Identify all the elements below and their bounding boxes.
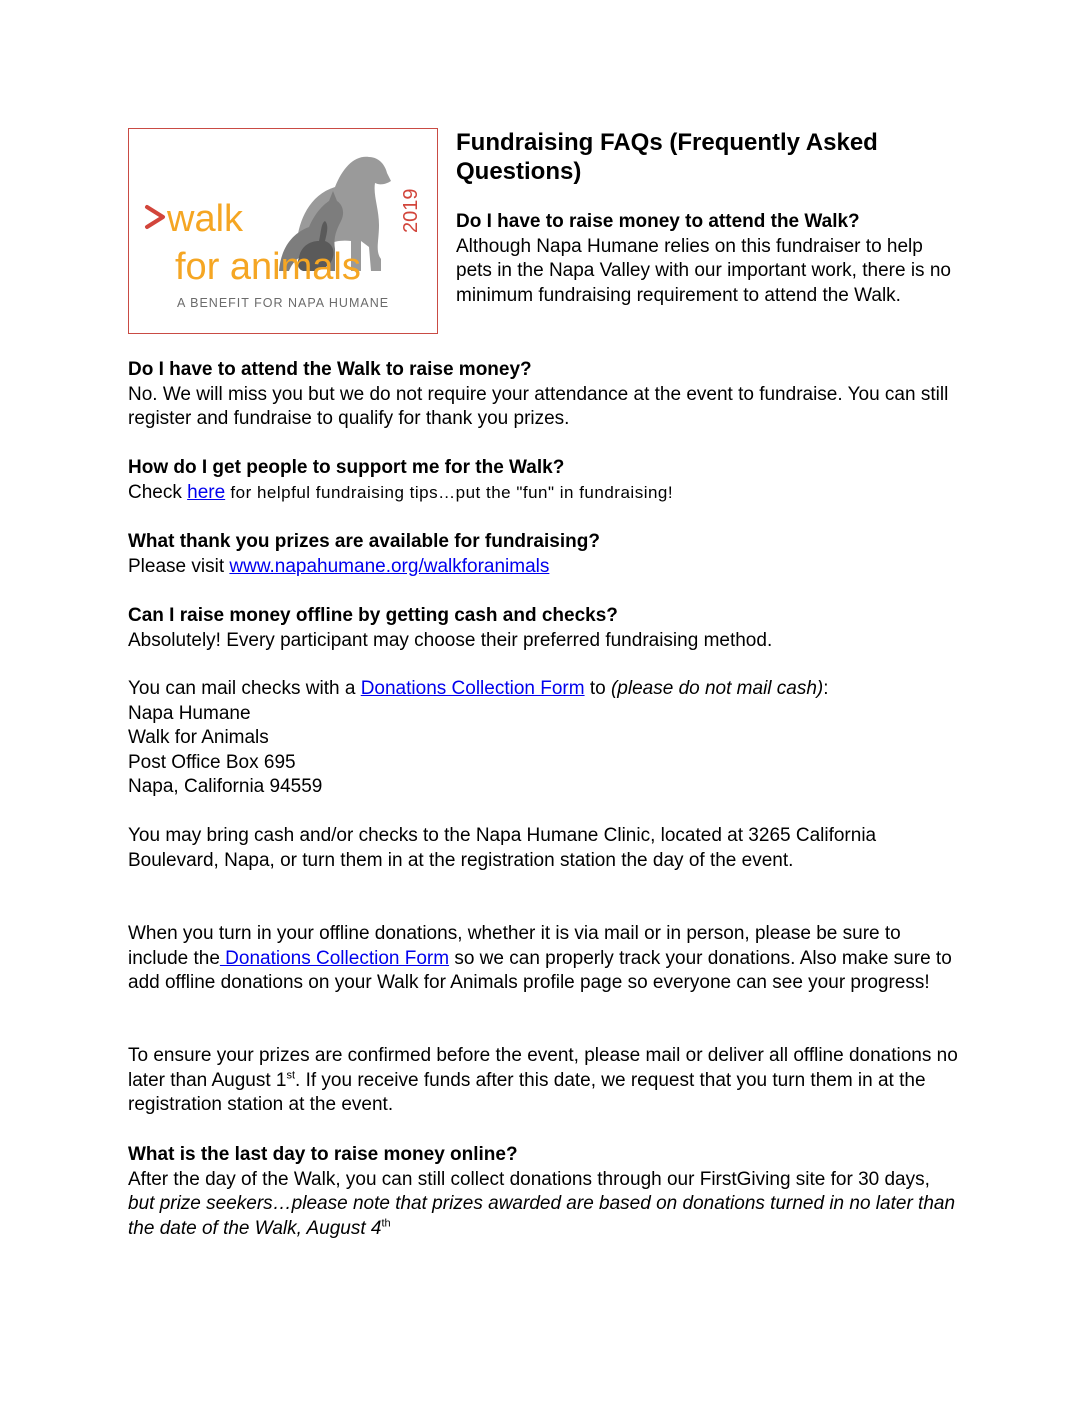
answer-text: for helpful fundraising tips…put the "fun" in fundraising!: [225, 482, 674, 502]
faq-item-4: [128, 530, 958, 579]
ensure-prizes-paragraph: [128, 1044, 958, 1118]
walkforanimals-link[interactable]: www.napahumane.org/walkforanimals: [229, 555, 550, 577]
answer-text: When you turn in your offline donations, whether it is via mail or in person, please be sure to include the: [128, 923, 901, 969]
mail-cash-note: (please do not mail cash): [610, 678, 824, 699]
logo-tagline: A BENEFIT FOR NAPA HUMANE: [177, 296, 390, 310]
faq-answer: [128, 481, 958, 506]
logo-graphic: [129, 129, 437, 333]
address-line: Napa Humane: [128, 702, 251, 724]
tips-link[interactable]: here: [187, 481, 226, 503]
mail-checks-paragraph: [128, 677, 958, 800]
address-line: Walk for Animals: [128, 727, 269, 748]
address-line: Napa, California 94559: [128, 776, 323, 797]
answer-text: . If you receive funds after this date, we request that you turn them in at the registration station at the event.: [128, 1069, 926, 1115]
faq-answer: [128, 555, 958, 580]
answer-text: :: [823, 678, 829, 699]
turn-in-paragraph: [128, 922, 958, 996]
faq-item-1: [456, 210, 956, 308]
logo-year: 2019: [400, 188, 422, 233]
faq-question: What is the last day to raise money online?: [128, 1144, 518, 1165]
donations-form-link[interactable]: Donations Collection Form: [360, 678, 585, 699]
chevron-mark: [147, 207, 163, 227]
faq-question: How do I get people to support me for the Walk?: [128, 457, 565, 478]
answer-text: to: [584, 678, 611, 699]
superscript: st: [286, 1069, 296, 1082]
faq-answer: [128, 1168, 958, 1242]
faq-answer: Absolutely! Every participant may choose their preferred fundraising method.: [128, 629, 773, 651]
faq-question: Do I have to raise money to attend the Walk?: [456, 211, 860, 232]
faq-answer: Although Napa Humane relies on this fundraiser to help pets in the Napa Valley with our important work, there is no minimum fundraising requirement to attend the Walk.: [456, 235, 951, 306]
walk-for-animals-logo: [128, 128, 438, 334]
donations-form-link[interactable]: Donations Collection Form: [219, 947, 450, 969]
clinic-paragraph: You may bring cash and/or checks to the Napa Humane Clinic, located at 3265 California Boulevard, Napa, or turn them in at the registration station the day of the event.: [128, 825, 877, 871]
faq-answer: No. We will miss you but we do not require your attendance at the event to fundraise. You can still register and fundraise to qualify for thank you prizes.: [128, 383, 949, 429]
faq-item-3: [128, 456, 958, 505]
logo-for-animals-text: for animals: [175, 246, 361, 288]
faq-item-2: [128, 358, 958, 432]
logo-walk-text: walk: [167, 198, 244, 240]
superscript: th: [381, 1217, 391, 1230]
answer-text: You can mail checks with a: [128, 678, 361, 699]
address-line: Post Office Box 695: [128, 751, 296, 773]
faq-question: Do I have to attend the Walk to raise money?: [128, 359, 532, 380]
answer-text: Please visit: [128, 555, 230, 577]
answer-text: Check: [128, 481, 188, 503]
faq-question: What thank you prizes are available for fundraising?: [128, 531, 600, 552]
answer-text: so we can properly track your donations. Also make sure to add offline donations on your Walk for Animals profile page so everyone can see your progress!: [128, 947, 952, 993]
answer-text: To ensure your prizes are confirmed before the event, please mail or deliver all offline donations no later than August 1: [128, 1045, 958, 1091]
faq-question: Can I raise money offline by getting cash and checks?: [128, 605, 618, 626]
faq-item-6: [128, 1143, 958, 1241]
answer-text: After the day of the Walk, you can still collect donations through our FirstGiving site for 30 days,: [128, 1168, 930, 1190]
faq-item-5: [128, 604, 958, 653]
page-title: Fundraising FAQs (Frequently Asked Questions): [456, 129, 878, 185]
prize-note: but prize seekers…please note that prizes awarded are based on donations turned in no later than the date of the Walk, August 4: [128, 1193, 956, 1239]
